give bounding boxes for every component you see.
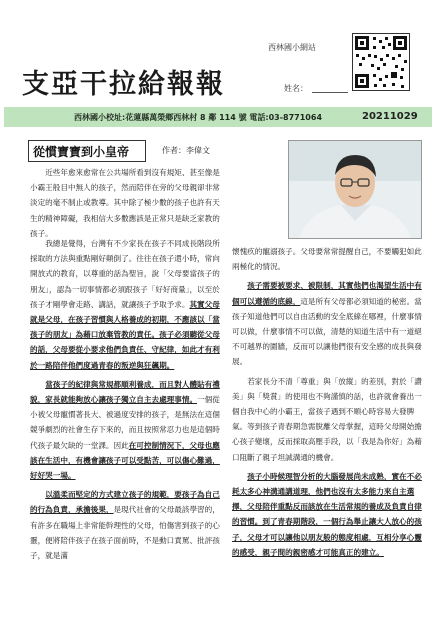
article-title-box bbox=[28, 140, 146, 162]
article-author: 作者：李偉文 bbox=[162, 146, 210, 155]
newspaper-masthead: 支亞干拉給報報 bbox=[22, 69, 225, 100]
name-label: 姓名： bbox=[284, 84, 308, 93]
paragraph-6: 若家長分不清「尊重」與「放縱」的差別，對於「讚美」與「獎賞」的使用也不夠謹慎的話，也許就會養出一個自我中心的小霸王，當孩子遇到不順心時容易大發脾氣。等到孩子青春期急需脫離父母掌握，這時父母開始擔心孩子變壞，反而採取高壓手段，以「我是為你好」為藉口阻斷了親子坦誠溝通的機會。 bbox=[232, 376, 422, 462]
column-1-body bbox=[30, 236, 222, 567]
paragraph-4 bbox=[30, 487, 222, 563]
paragraph-5 bbox=[232, 278, 422, 369]
paragraph-3-highlight: 當孩子的紀律與常規都順利養成，而且對人體貼有禮貌，家長就能夠放心讓孩子獨立自主去處理事情。 bbox=[30, 379, 220, 405]
article-title: 從慣寶寶到小皇帝 bbox=[33, 145, 130, 159]
name-blank-line[interactable] bbox=[312, 92, 348, 93]
column-2-body bbox=[232, 244, 422, 564]
issue-date: 20211029 bbox=[362, 111, 418, 122]
paragraph-intro: 近些年愈來愈常在公共場所看到沒有規矩、甚至像是小霸王般目中無人的孩子，然而陪伴在旁的父母親卻非常淡定的毫不制止或教導。其中除了極少數的孩子也許有天生的精神障礙，我相信大多數應該是正常只是缺乏家教的孩子。 bbox=[30, 168, 220, 238]
paragraph-continued: 懷愧疚的寵溺孩子。父母要常常提醒自己，不要觸犯如此兩極化的情況。 bbox=[232, 247, 422, 272]
paragraph-4-text: 是現代社會的父母最該學習的，有許多在職場上非常能幹理性的父母，怕傷害到孩子的心靈，便將陪伴孩子在孩子面前時，不是動口責罵、批評孩子，就是滿 bbox=[30, 505, 220, 561]
site-name: 西林國小網站 bbox=[268, 43, 316, 52]
paragraph-3 bbox=[30, 377, 222, 483]
paragraph-5-highlight: 孩子需要被要求、被限制，其實他們也渴望生活中有個可以遵循的底線， bbox=[232, 281, 422, 306]
paragraph-7-highlight: 孩子小時候理智分析的大腦發展尚未成熟，實在不必耗太多心神溝通講道理，他們也沒有太多能力來自主選擇，父母陪伴重點反而該放在生活常規的養成及負責自律的習慣。到了青春期階段，一個行為舉止讓大人放心的孩子，父母才可以讓他以朋友般的態度相處，互相分享心靈的感受，親子間的親密感才可能真正的建立。 bbox=[232, 471, 422, 557]
paragraph-4-highlight: 以溫柔而堅定的方式建立孩子的規範，要孩子為自己的行為負責，承擔後果， bbox=[30, 490, 220, 515]
paragraph-2-text: 我總是覺得，台灣有不少家長在孩子不同成長階段所採取的方法與重點剛好顛倒了。往往在孩子還小時，常向開放式的教育，以尊重的話為聖旨，說「父母要當孩子的朋友」，認為一切事情都必須跟孩子「好好商量」，以至於孩子才剛學會走路、講話，就讓孩子予取予求。 bbox=[30, 239, 220, 309]
author-photo bbox=[288, 140, 422, 239]
paragraph-3-text: 一個從小被父母寵慣著長大、被過度安排的孩子，是無法在這個競爭劇烈的社會生存下來的，而且按照常忍力也是這個時代孩子最欠缺的一堂課。因此 bbox=[30, 395, 220, 450]
paragraph-2-highlight: 其實父母就是父母，在孩子習慣與人格養成的初期，不應該以「當孩子的朋友」為藉口放棄管教的責任。孩子必須聽從父母的話，父母要從小要求他們負責任、守紀律，如此才有利於一路陪伴他們度過青春的叛逆與狂飆期。 bbox=[30, 299, 220, 370]
paragraph-5-text: 這是所有父母都必須知道的秘密。當孩子知道他們可以自由活動的安全底線在哪裡，什麼事情可以做，什麼事情不可以做，清楚的知道生活中有一道絕不可越界的圍牆，反而可以讓他們很有安全感的成長與發展。 bbox=[232, 296, 422, 367]
paragraph-2 bbox=[30, 236, 222, 373]
school-info-bar bbox=[4, 107, 432, 127]
column-1-intro bbox=[30, 165, 222, 245]
school-address: 西林國小校址:花蓮縣萬榮鄉西林村 8 鄰 114 號 電話:03-8771064 bbox=[74, 113, 323, 122]
qr-code[interactable] bbox=[352, 33, 410, 91]
paragraph-3-highlight-2: 在可控制情況下，父母也應該在生活中，有機會讓孩子可以受點苦，可以傷心難過，好好哭一場。 bbox=[30, 440, 220, 481]
